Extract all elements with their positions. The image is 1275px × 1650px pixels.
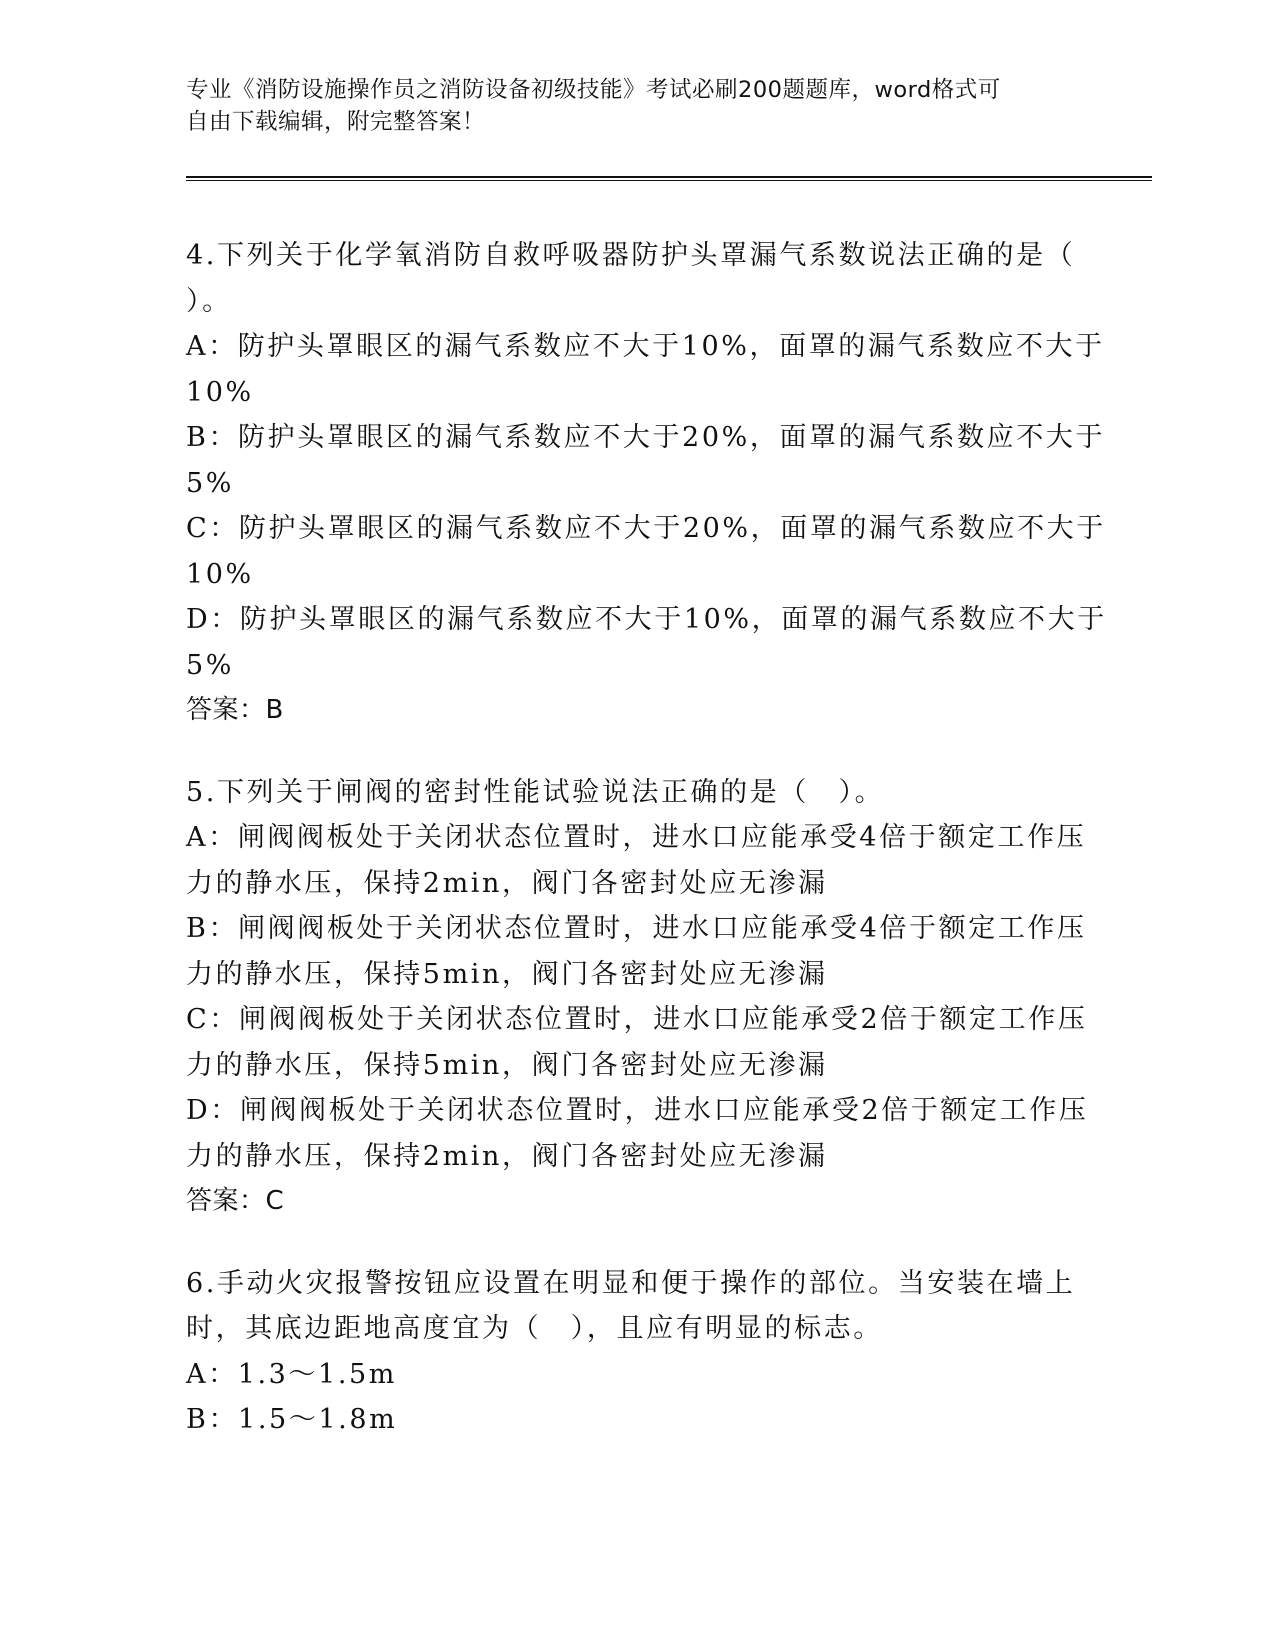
option-text: A：闸阀阀板处于关闭状态位置时，进水口应能承受4倍于额定工作压 (186, 822, 1087, 853)
option-text: 力的静水压，保持2min，阀门各密封处应无渗漏 (186, 867, 828, 899)
option-text: 5% (186, 467, 235, 499)
option-text: 力的静水压，保持5min，阀门各密封处应无渗漏 (186, 1049, 828, 1081)
answer-label: 答案：C (186, 1186, 285, 1216)
option-d (186, 597, 1107, 688)
option-b (186, 906, 1086, 997)
option-text: D：防护头罩眼区的漏气系数应不大于10%，面罩的漏气系数应不大于 (186, 604, 1107, 635)
header-line: 专业《消防设施操作员之消防设备初级技能》考试必刷200题题库，word格式可 (186, 77, 1001, 103)
header-line: 自由下载编辑，附完整答案！ (186, 109, 486, 135)
question-stem: ）。 (186, 285, 232, 317)
question-stem: 时，其底边距地高度宜为（ ），且应有明显的标志。 (186, 1313, 883, 1344)
header-divider-thick (186, 176, 1152, 178)
option-text: C：防护头罩眼区的漏气系数应不大于20%，面罩的漏气系数应不大于 (186, 513, 1106, 544)
option-text: A：防护头罩眼区的漏气系数应不大于10%，面罩的漏气系数应不大于 (186, 331, 1105, 362)
question-stem: 4.下列关于化学氧消防自救呼吸器防护头罩漏气系数说法正确的是（ (186, 240, 1076, 271)
option-text: C：闸阀阀板处于关闭状态位置时，进水口应能承受2倍于额定工作压 (186, 1004, 1088, 1035)
option-b (186, 415, 1106, 506)
question-stem: 5.下列关于闸阀的密封性能试验说法正确的是（ ）。 (186, 776, 885, 808)
option-c (186, 506, 1106, 597)
option-text: B：闸阀阀板处于关闭状态位置时，进水口应能承受4倍于额定工作压 (186, 913, 1087, 944)
question-stem: 6.手动火灾报警按钮应设置在明显和便于操作的部位。当安装在墙上 (186, 1267, 1076, 1299)
option-text: D：闸阀阀板处于关闭状态位置时，进水口应能承受2倍于额定工作压 (186, 1095, 1089, 1126)
option-a (186, 324, 1105, 415)
option-b (186, 1397, 1086, 1443)
question-4 (186, 233, 1107, 734)
option-c (186, 997, 1086, 1088)
option-text: 5% (186, 649, 235, 681)
document-header (186, 74, 1066, 138)
question-5 (186, 770, 1089, 1225)
question-6 (186, 1261, 1086, 1443)
option-text: 10% (186, 376, 254, 408)
option-text: 力的静水压，保持5min，阀门各密封处应无渗漏 (186, 958, 828, 990)
question-list (186, 233, 1107, 1479)
option-a (186, 1352, 1086, 1398)
answer-label: 答案：B (186, 695, 284, 725)
option-text: 10% (186, 558, 254, 590)
option-text: 力的静水压，保持2min，阀门各密封处应无渗漏 (186, 1140, 828, 1172)
header-divider-thin (186, 180, 1152, 181)
option-a (186, 815, 1086, 906)
option-text: B：防护头罩眼区的漏气系数应不大于20%，面罩的漏气系数应不大于 (186, 422, 1106, 453)
option-text: A：1.3～1.5m (186, 1358, 397, 1390)
option-d (186, 1088, 1089, 1179)
option-text: B：1.5～1.8m (186, 1404, 398, 1435)
